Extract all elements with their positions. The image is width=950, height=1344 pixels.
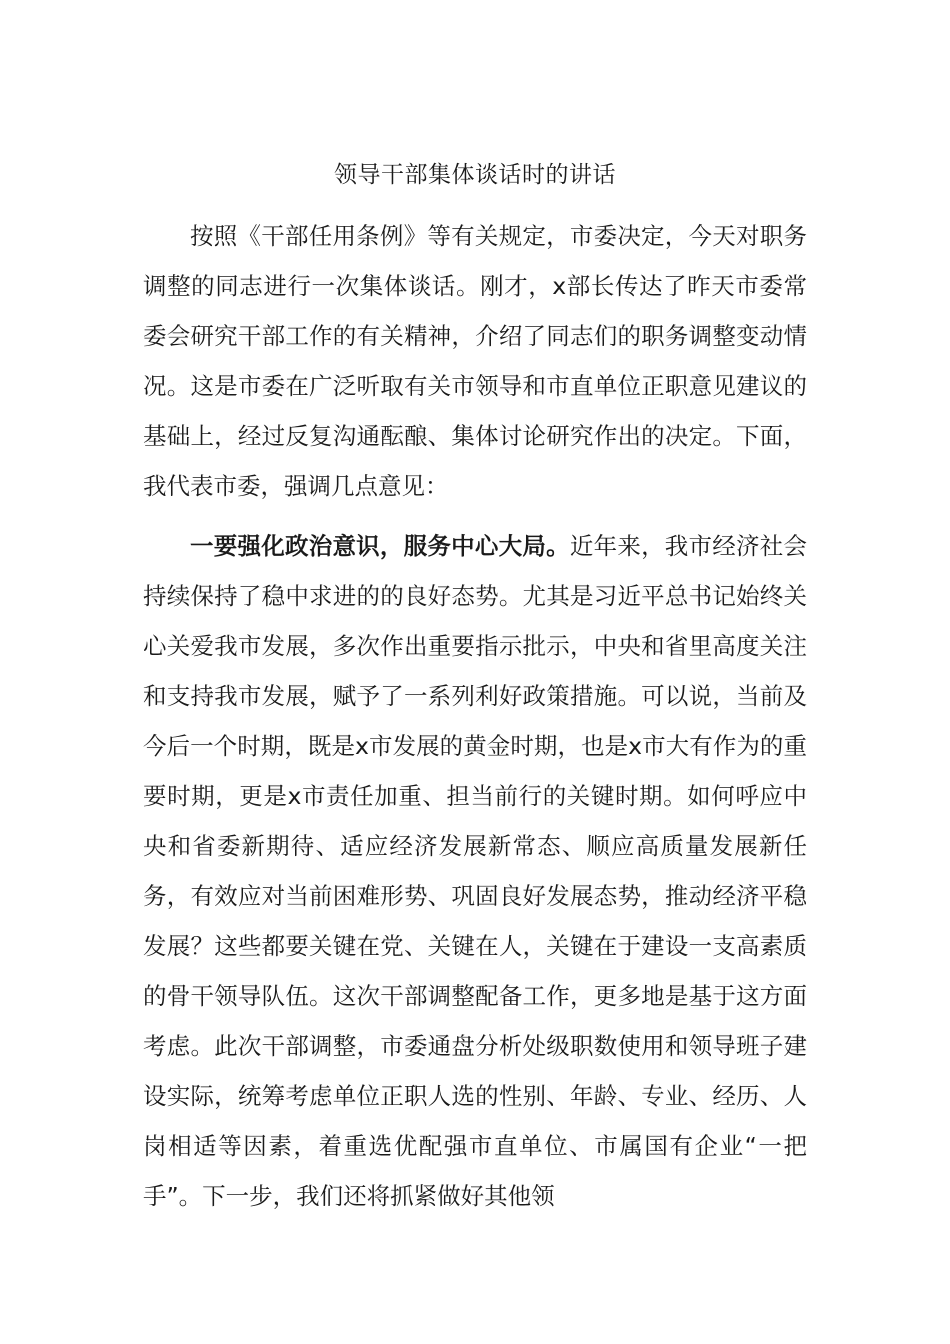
paragraph-2-lead: 一要强化政治意识，服务中心大局。 — [190, 532, 570, 560]
paragraph-2 — [143, 521, 807, 1221]
paragraph-1: 按照《干部任用条例》等有关规定，市委决定，今天对职务调整的同志进行一次集体谈话。刚才，x部长传达了昨天市委常委会研究干部工作的有关精神，介绍了同志们的职务调整变动情况。这是市委在广泛听取有关市领导和市直单位正职意见建议的基础上，经过反复沟通酝酿、集体讨论研究作出的决定。下面，我代表市委，强调几点意见： — [143, 222, 807, 500]
paragraph-2-body: 近年来，我市经济社会持续保持了稳中求进的的良好态势。尤其是习近平总书记始终关心关爱我市发展，多次作出重要指示批示，中央和省里高度关注和支持我市发展，赋予了一系列利好政策措施。可以说，当前及今后一个时期，既是x市发展的黄金时期，也是x市大有作为的重要时期，更是x市责任加重、担当前行的关键时期。如何呼应中央和省委新期待、适应经济发展新常态、顺应高质量发展新任务，有效应对当前困难形势、巩固良好发展态势，推动经济平稳发展？这些都要关键在党、关键在人，关键在于建设一支高素质的骨干领导队伍。这次干部调整配备工作，更多地是基于这方面考虑。此次干部调整，市委通盘分析处级职数使用和领导班子建设实际，统筹考虑单位正职人选的性别、年龄、专业、经历、人岗相适等因素，着重选优配强市直单位、市属国有企业“一把手”。下一步，我们还将抓紧做好其他领 — [143, 532, 808, 1210]
document-title: 领导干部集体谈话时的讲话 — [334, 162, 616, 188]
paragraph-2-container — [143, 521, 807, 1221]
paragraph-1-container — [143, 211, 807, 511]
